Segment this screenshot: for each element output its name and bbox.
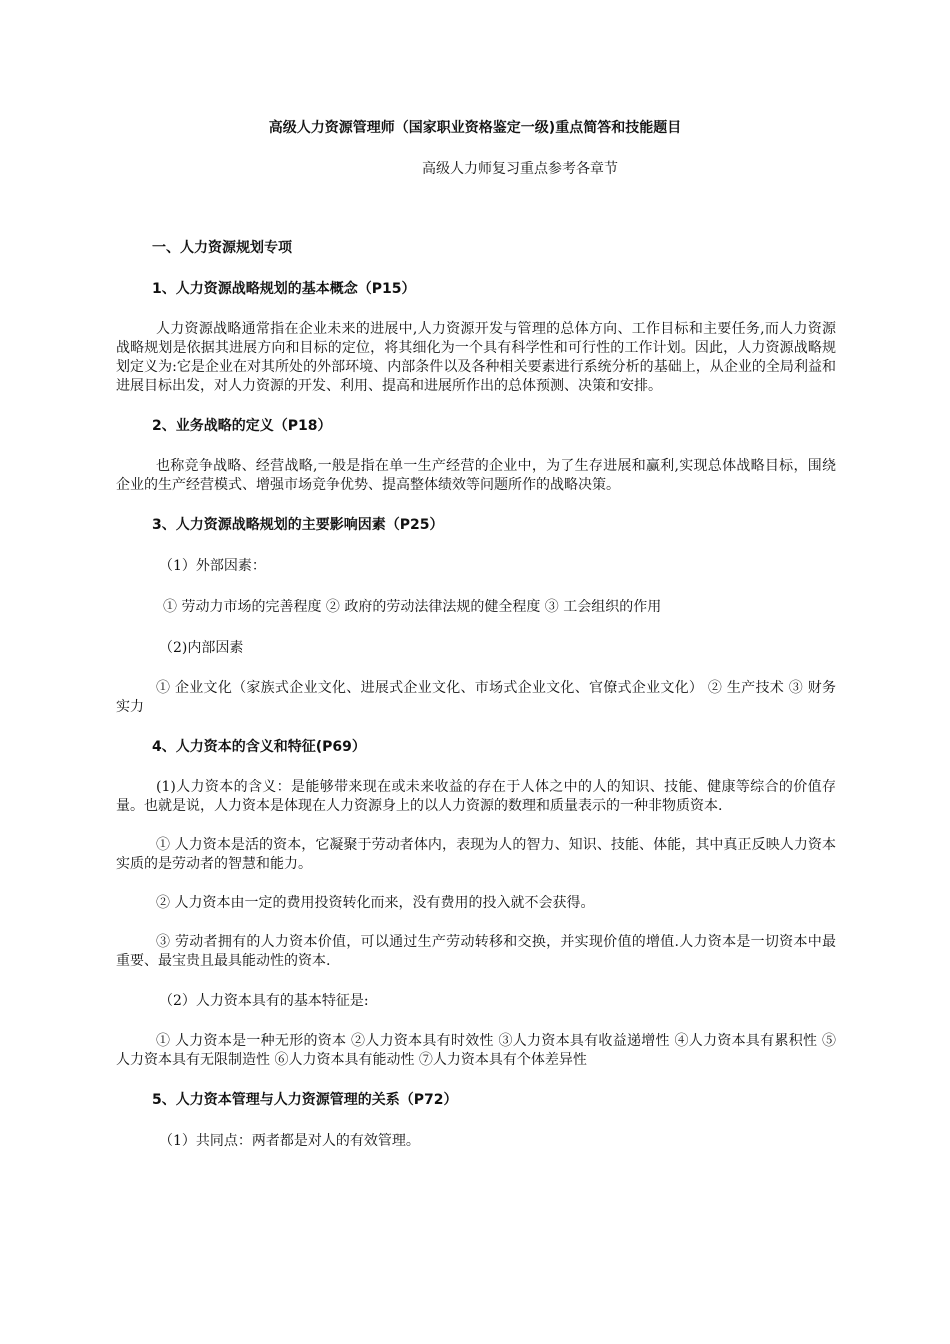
paragraph: 也称竞争战略、经营战略,一般是指在单一生产经营的企业中，为了生存进展和赢利,实现总体战略目标，围绕企业的生产经营模式、增强市场竞争优势、提高整体绩效等问题所作的战略决策。 [116, 458, 836, 493]
paragraph: (1)人力资本的含义：是能够带来现在或未来收益的存在于人体之中的人的知识、技能、健康等综合的价值存量。也就是说，人力资本是体现在人力资源身上的以人力资源的数理和质量表示的一种非物质资本. [116, 779, 836, 814]
subsection-heading: 1、人力资源战略规划的基本概念（P15） [152, 281, 416, 297]
paragraph: ③ 劳动者拥有的人力资本价值，可以通过生产劳动转移和交换，并实现价值的增值.人力资本是一切资本中最重要、最宝贵且最具能动性的资本. [116, 934, 836, 969]
paragraph: ② 人力资本由一定的费用投资转化而来，没有费用的投入就不会获得。 [156, 895, 595, 911]
list-label: （2）人力资本具有的基本特征是: [159, 993, 369, 1009]
section-heading: 一、人力资源规划专项 [152, 240, 292, 256]
paragraph: 人力资源战略通常指在企业未来的进展中,人力资源开发与管理的总体方向、工作目标和主要任务,而人力资源战略规划是依据其进展方向和目标的定位，将其细化为一个具有科学性和可行性的工作计划。因此，人力资源战略规划定义为:它是企业在对其所处的外部环境、内部条件以及各种相关要素进行系统分析的基础上，从企业的全局利益和进展目标出发，对人力资源的开发、利用、提高和进展所作出的总体预测、决策和安排。 [116, 321, 836, 394]
list-item: ① 人力资本是一种无形的资本 ②人力资本具有时效性 ③人力资本具有收益递增性 ④人力资本具有累积性 ⑤人力资本具有无限制造性 ⑥人力资本具有能动性 ⑦人力资本具有个体差异性 [116, 1033, 836, 1068]
subsection-heading: 4、人力资本的含义和特征(P69） [152, 739, 366, 755]
document-subtitle: 高级人力师复习重点参考各章节 [422, 161, 618, 177]
document-body [116, 238, 836, 1172]
list-item: ① 企业文化（家族式企业文化、进展式企业文化、市场式企业文化、官僚式企业文化） ② 生产技术 ③ 财务实力 [116, 680, 836, 715]
document-title: 高级人力资源管理师（国家职业资格鉴定一级)重点简答和技能题目 [268, 120, 682, 136]
subsection-heading: 5、人力资本管理与人力资源管理的关系（P72） [152, 1092, 458, 1108]
list-label: （1）外部因素： [159, 558, 266, 574]
subsection-heading: 3、人力资源战略规划的主要影响因素（P25） [152, 517, 444, 533]
list-label: （1）共同点：两者都是对人的有效管理。 [159, 1133, 420, 1149]
list-label: （2)内部因素 [159, 640, 244, 656]
list-item: ① 劳动力市场的完善程度 ② 政府的劳动法律法规的健全程度 ③ 工会组织的作用 [163, 599, 662, 615]
subsection-heading: 2、业务战略的定义（P18） [152, 418, 332, 434]
paragraph: ① 人力资本是活的资本，它凝聚于劳动者体内，表现为人的智力、知识、技能、体能，其中真正反映人力资本实质的是劳动者的智慧和能力。 [116, 837, 836, 872]
